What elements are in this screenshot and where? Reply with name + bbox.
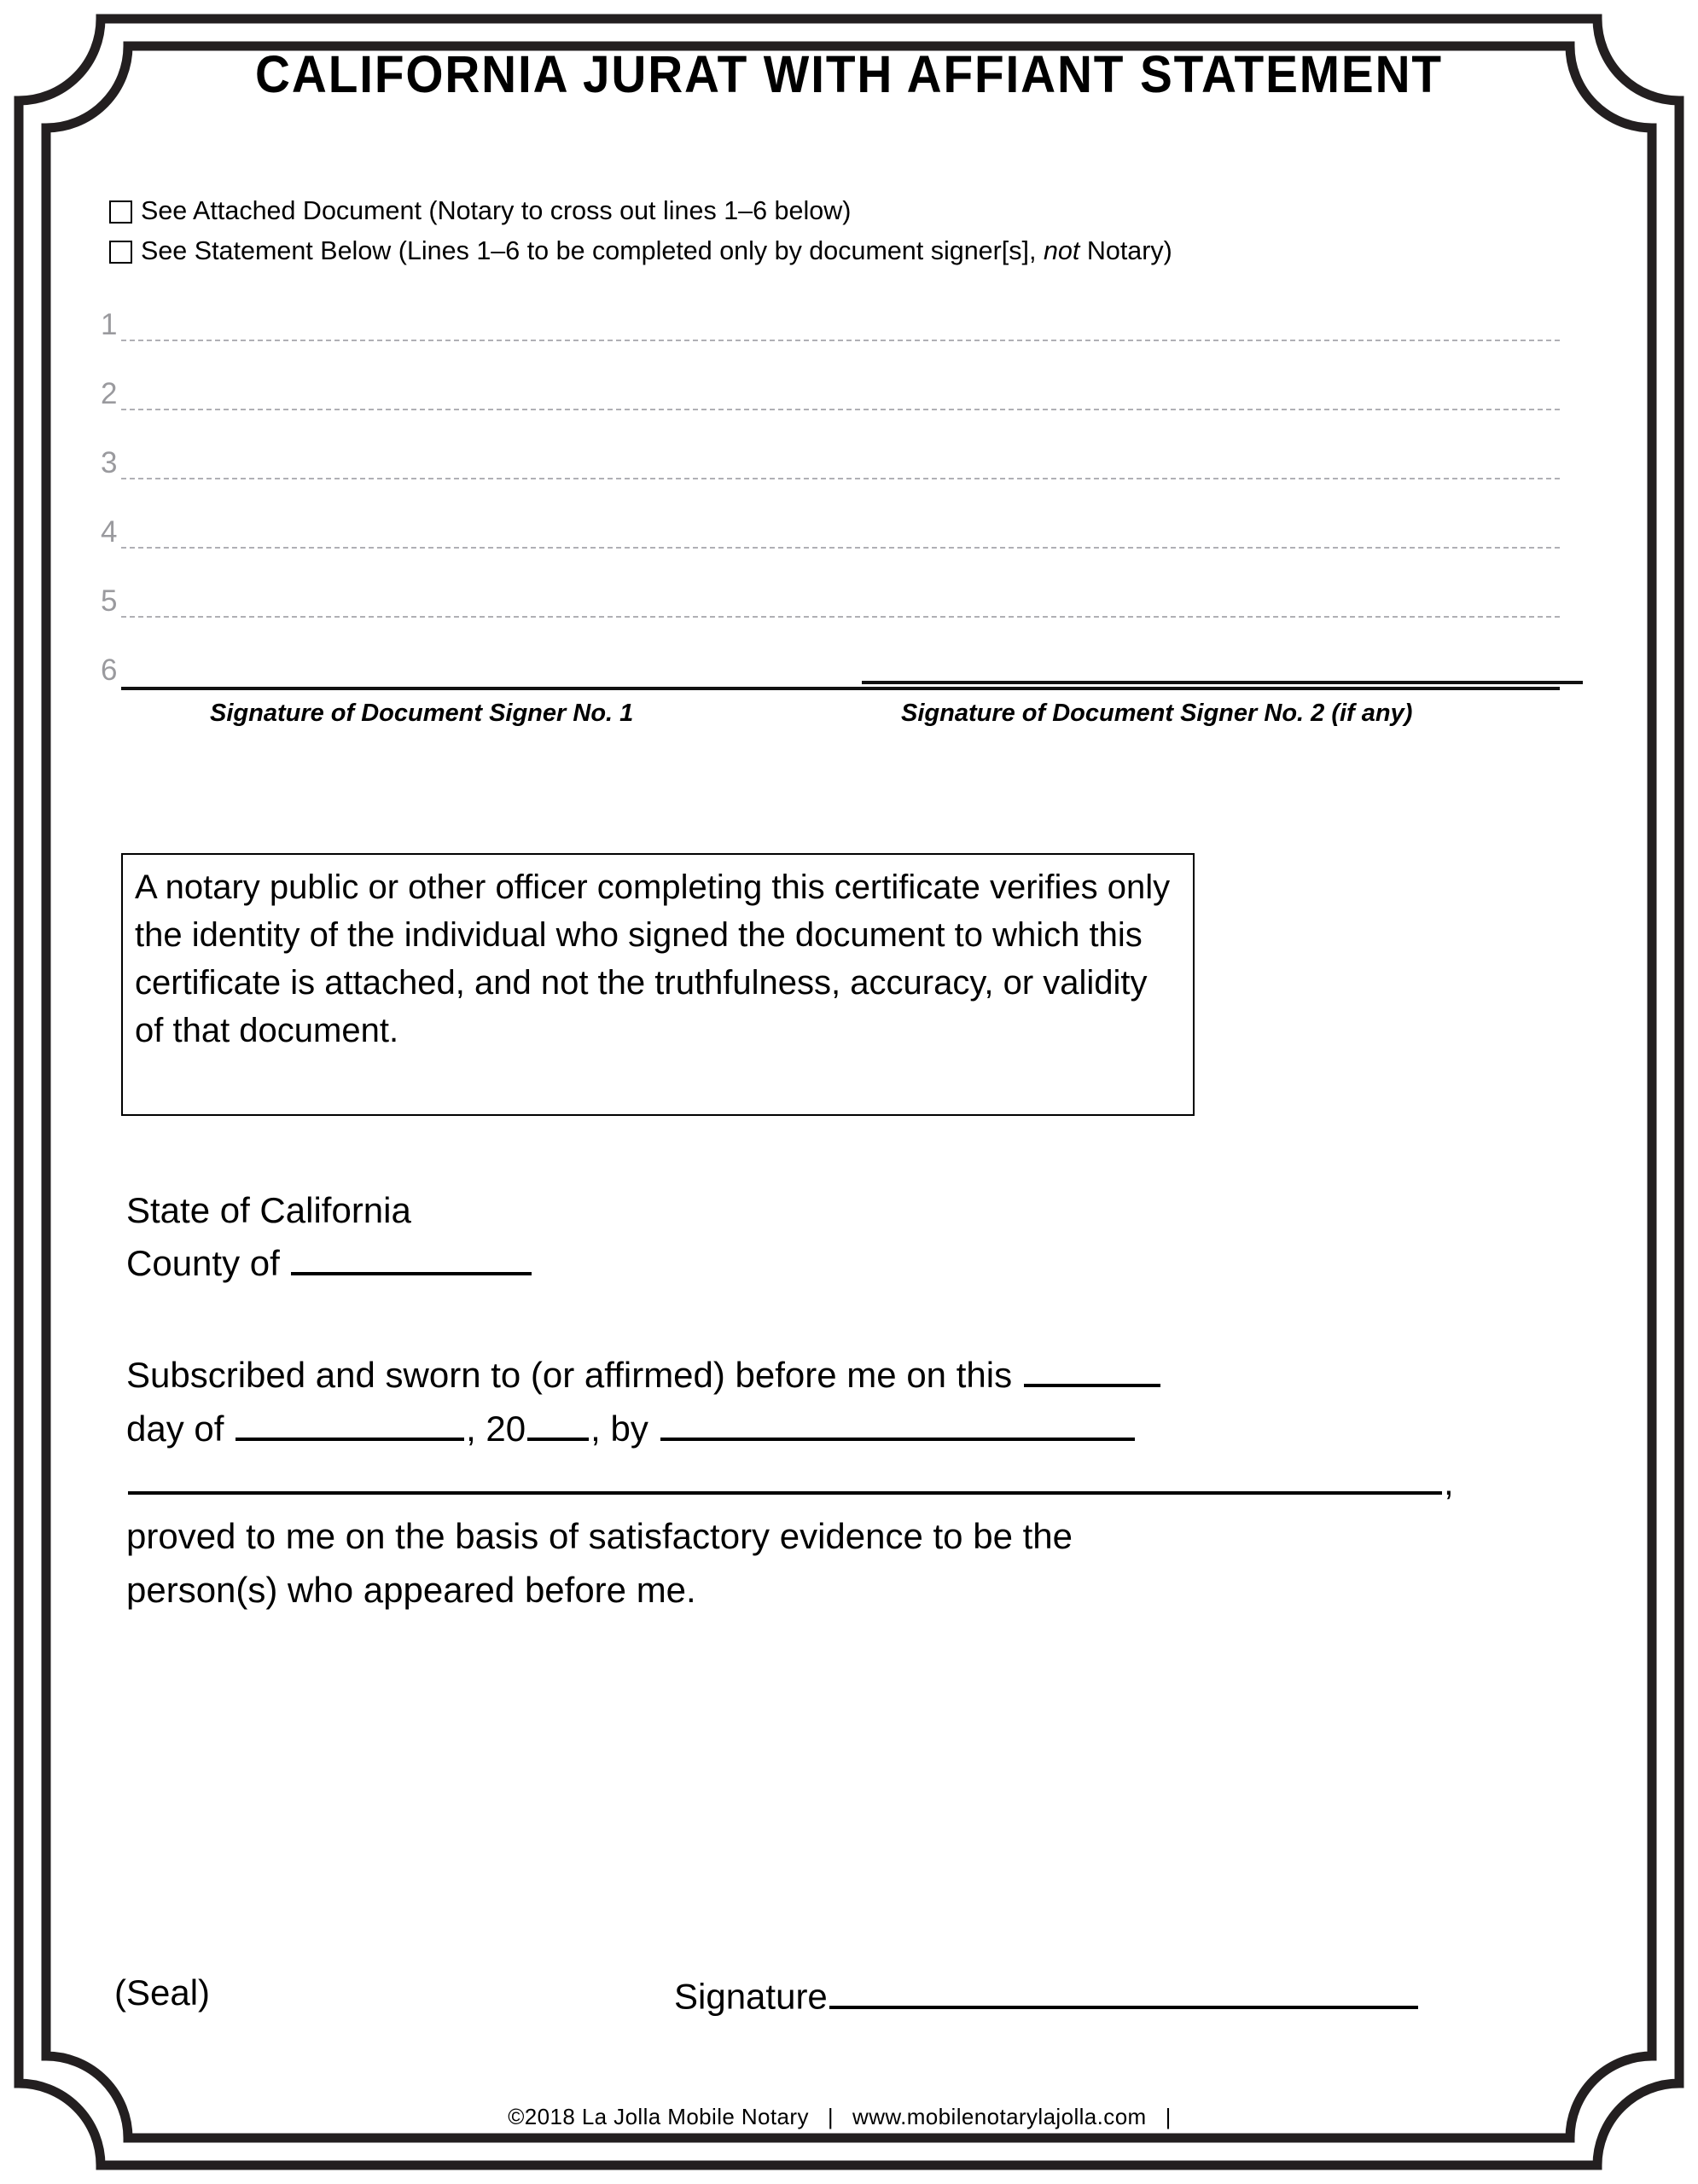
notary-disclaimer-box [121,853,1195,1116]
line-rule-dashed[interactable] [121,547,1560,549]
line-number: 6 [101,653,118,687]
statement-lines [101,307,1560,722]
sworn-line-2 [126,1402,1457,1455]
county-input-blank[interactable] [291,1239,532,1275]
sworn-line-5: person(s) who appeared before me. [126,1570,696,1610]
statement-line-2[interactable] [101,376,1560,445]
statement-line-1[interactable] [101,307,1560,376]
notary-disclaimer-text: A notary public or other officer completing this certificate verifies only the identity of the individual who signed the document to which this certificate is attached, and not the truthfulness, accuracy, or validity of that document. [135,868,1171,1049]
statement-line-3[interactable] [101,445,1560,514]
seal-label: (Seal) [114,1972,211,2013]
sworn-statement-block [126,1348,1457,1617]
option-text-emphasis: not [1043,236,1080,265]
unchecked-checkbox-icon[interactable] [109,200,132,224]
sworn-text-day-of: day of [126,1409,224,1449]
sworn-text-intro: Subscribed and sworn to (or affirmed) before me on this [126,1355,1013,1395]
sworn-text-comma: , [1444,1462,1454,1502]
unchecked-checkbox-icon[interactable] [109,241,132,264]
county-line [126,1237,533,1290]
line-rule-dashed[interactable] [121,409,1560,410]
sworn-line-3 [126,1455,1457,1509]
line-number: 2 [101,377,118,410]
page-title: CALIFORNIA JURAT WITH AFFIANT STATEMENT [255,45,1443,103]
state-line [126,1184,533,1237]
option-label [141,232,1172,270]
signature-line-signer-one[interactable] [121,687,1560,690]
footer-trailing-separator: | [1165,2104,1172,2129]
statement-line-4[interactable] [101,514,1560,584]
option-text-tail: Notary) [1079,236,1172,265]
line-number: 3 [101,446,118,479]
line-number: 4 [101,515,118,549]
signature-line-signer-two[interactable] [862,681,1583,684]
sworn-line-1 [126,1348,1457,1402]
footer-separator: | [827,2104,834,2129]
notary-signature-group [674,1972,1420,2018]
footer [0,2104,1698,2130]
notary-signature-label: Signature [674,1976,828,2017]
line-rule-dashed[interactable] [121,340,1560,341]
county-label: County of [126,1243,280,1283]
state-label: State of California [126,1190,411,1230]
jurisdiction-block [126,1184,533,1290]
line-rule-dashed[interactable] [121,616,1560,618]
signature-caption-signer-two: Signature of Document Signer No. 2 (if any) [901,700,1413,727]
signer-name-continuation-blank[interactable] [128,1458,1442,1495]
sworn-text-by: , by [590,1409,648,1449]
option-text: See Attached Document (Notary to cross out lines 1–6 below) [141,196,852,225]
signature-captions [101,700,1568,734]
footer-website[interactable]: www.mobilenotarylajolla.com [852,2104,1147,2129]
year-input-blank[interactable] [527,1404,589,1441]
line-number: 5 [101,584,118,618]
sworn-line-4: proved to me on the basis of satisfactory evidence to be the [126,1516,1073,1556]
line-number: 1 [101,308,118,341]
statement-line-5[interactable] [101,584,1560,653]
option-list [109,192,1577,272]
option-see-statement-below[interactable] [109,232,1577,270]
notary-signature-input-blank[interactable] [829,1972,1418,2009]
day-input-blank[interactable] [1024,1350,1160,1387]
line-rule-dashed[interactable] [121,478,1560,479]
signer-name-input-blank[interactable] [660,1404,1135,1441]
option-see-attached-document[interactable] [109,192,1577,229]
month-input-blank[interactable] [236,1404,464,1441]
sworn-text-year-prefix: , 20 [466,1409,526,1449]
option-text: See Statement Below (Lines 1–6 to be completed only by document signer[s], [141,236,1044,265]
signature-caption-signer-one: Signature of Document Signer No. 1 [210,700,634,727]
footer-copyright: ©2018 La Jolla Mobile Notary [508,2104,809,2129]
option-label [141,192,851,229]
